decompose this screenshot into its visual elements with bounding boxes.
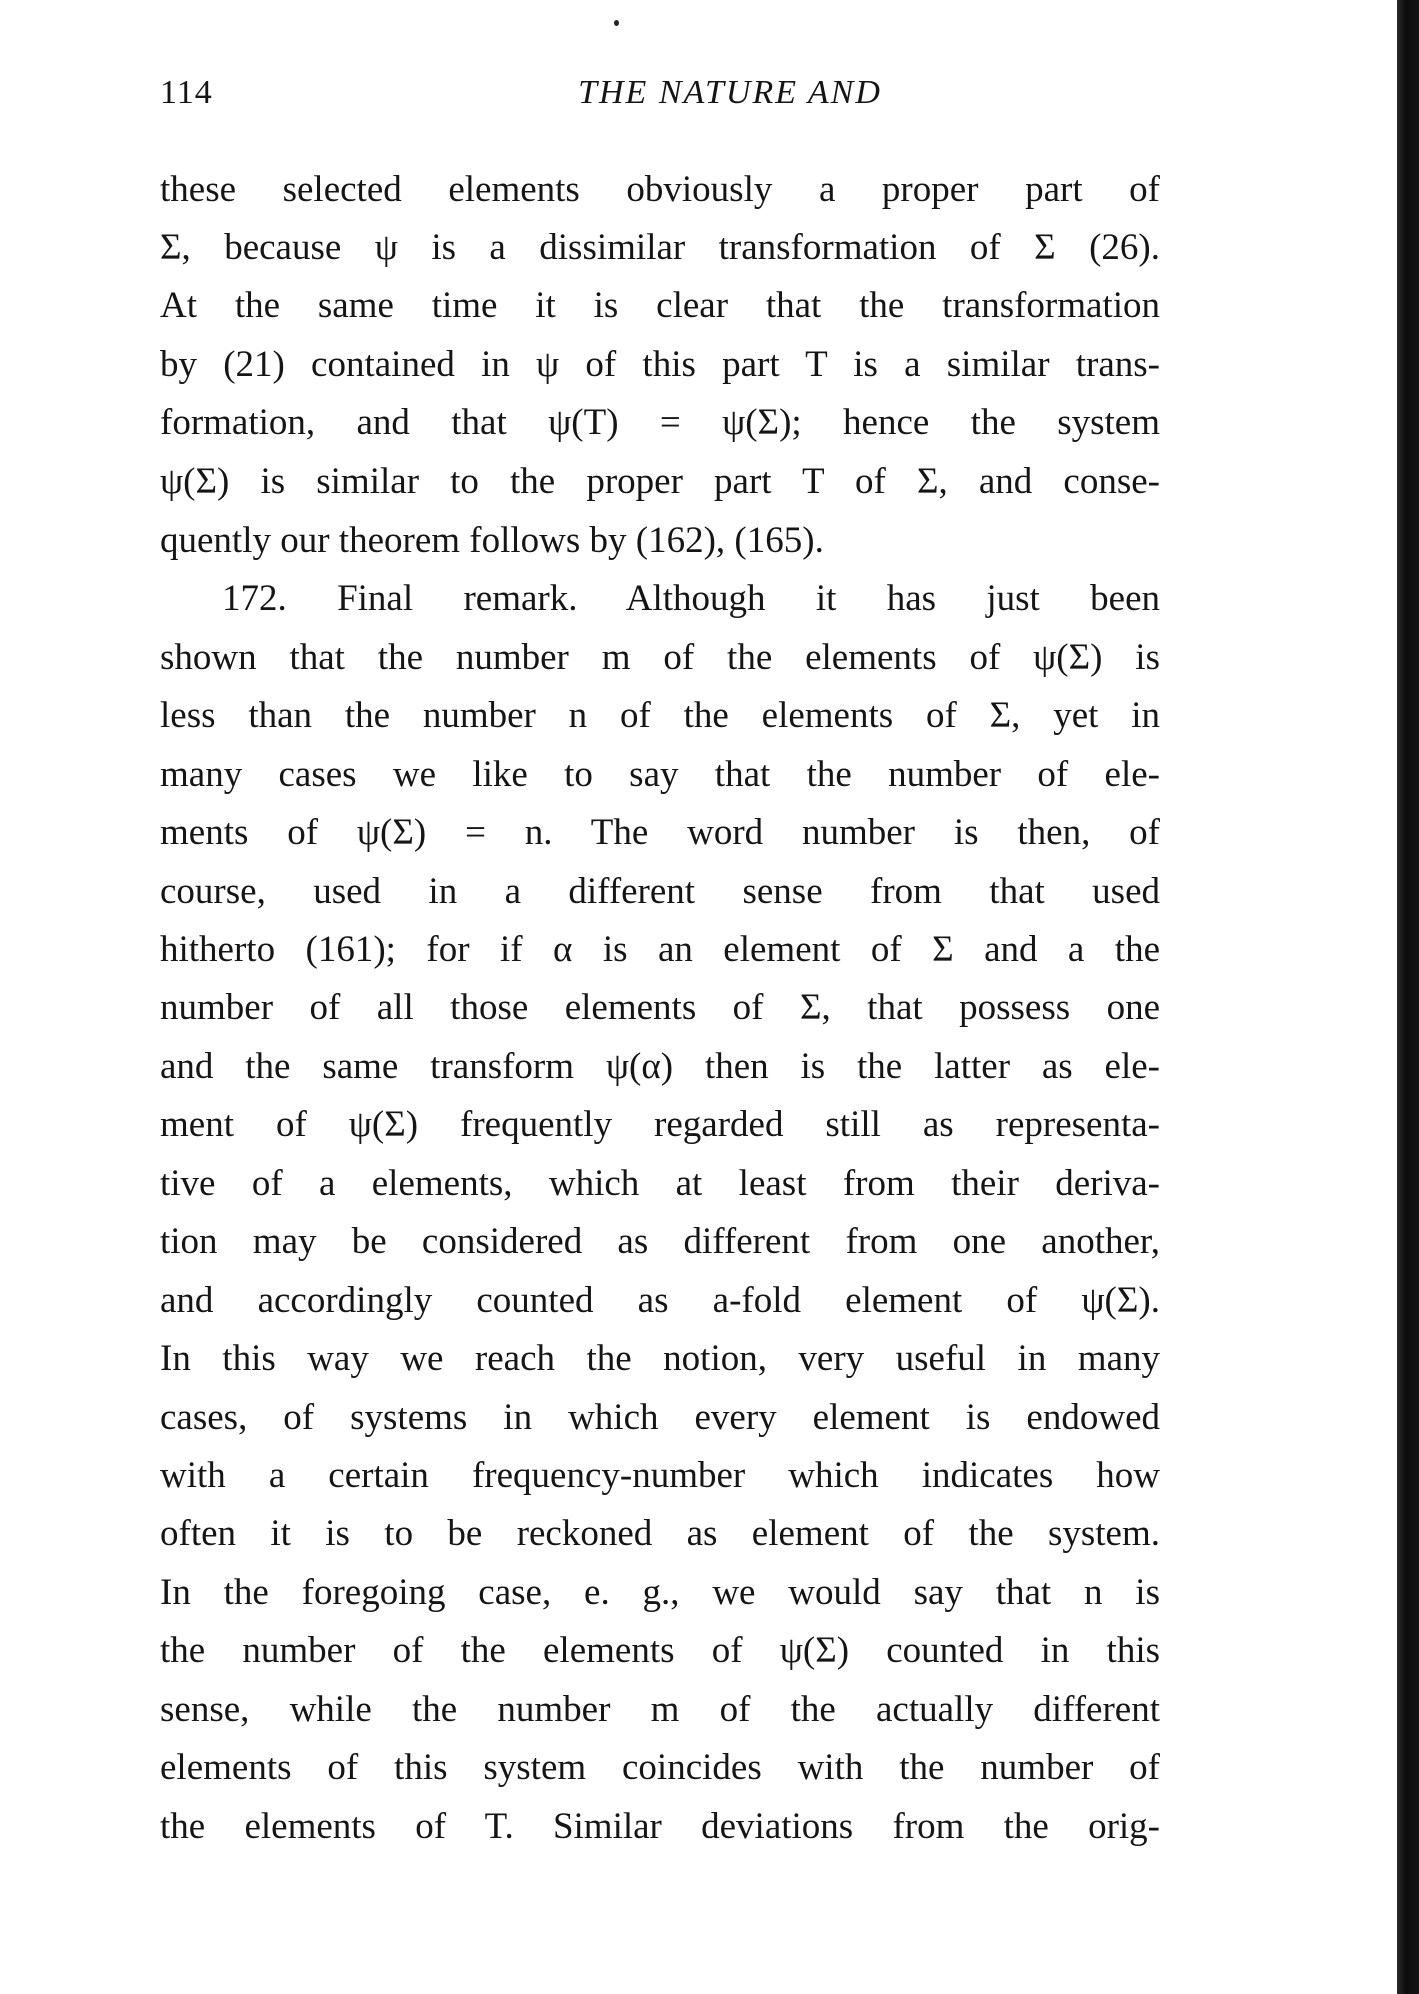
text-line: ment of ψ(Σ) frequently regarded still as representa-: [160, 1104, 1160, 1145]
running-head: THE NATURE AND: [578, 74, 882, 111]
text-line: cases, of systems in which every element is endowed: [160, 1397, 1160, 1438]
book-spine-edge: [1397, 0, 1419, 1994]
text-line: many cases we like to say that the number of ele-: [160, 754, 1160, 795]
text-line: the number of the elements of ψ(Σ) counted in this: [160, 1630, 1160, 1671]
text-line: sense, while the number m of the actually different: [160, 1689, 1160, 1730]
text-line: by (21) contained in ψ of this part T is a similar trans-: [160, 344, 1160, 385]
text-line: formation, and that ψ(T) = ψ(Σ); hence the system: [160, 402, 1160, 443]
text-line: often it is to be reckoned as element of the system.: [160, 1513, 1160, 1554]
paragraph-start-line: 172. Final remark. Although it has just been: [222, 578, 1160, 619]
text-line: and the same transform ψ(α) then is the latter as ele-: [160, 1046, 1160, 1087]
text-line: In this way we reach the notion, very useful in many: [160, 1338, 1160, 1379]
text-line: hitherto (161); for if α is an element of Σ and a the: [160, 929, 1160, 970]
text-line: less than the number n of the elements of Σ, yet in: [160, 695, 1160, 736]
text-line: Σ, because ψ is a dissimilar transformation of Σ (26).: [160, 227, 1160, 268]
text-line: ments of ψ(Σ) = n. The word number is then, of: [160, 812, 1160, 853]
text-line: course, used in a different sense from that used: [160, 871, 1160, 912]
page-header: [160, 74, 1160, 118]
text-line: tion may be considered as different from one another,: [160, 1221, 1160, 1262]
text-line: tive of a elements, which at least from their deriva-: [160, 1163, 1160, 1204]
text-line: ψ(Σ) is similar to the proper part T of Σ, and conse-: [160, 461, 1160, 502]
text-line: with a certain frequency-number which indicates how: [160, 1455, 1160, 1496]
text-line: number of all those elements of Σ, that possess one: [160, 987, 1160, 1028]
text-line: and accordingly counted as a-fold element of ψ(Σ).: [160, 1280, 1160, 1321]
text-line: the elements of T. Similar deviations from the orig-: [160, 1806, 1160, 1847]
text-line: these selected elements obviously a proper part of: [160, 169, 1160, 210]
text-line: elements of this system coincides with the number of: [160, 1747, 1160, 1788]
ink-speck: [614, 20, 619, 26]
text-line: quently our theorem follows by (162), (165).: [160, 520, 824, 561]
text-line: shown that the number m of the elements of ψ(Σ) is: [160, 637, 1160, 678]
text-line: In the foregoing case, e. g., we would say that n is: [160, 1572, 1160, 1613]
page-number: 114: [160, 74, 213, 111]
text-line: At the same time it is clear that the transformation: [160, 285, 1160, 326]
